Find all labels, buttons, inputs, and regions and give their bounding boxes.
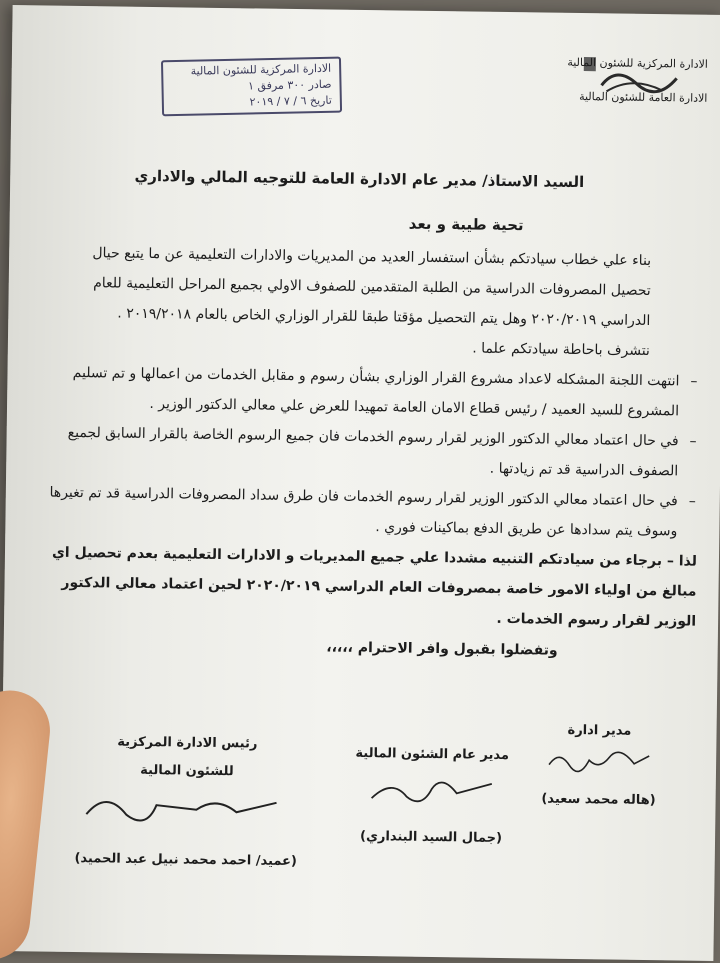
bullet-payment-method: – في حال اعتماد معالي الدكتور الوزير لقرار رسوم الخدمات فان طرق سداد المصروفات الدراسية قد تم تغيرها وسوف يتم سدادها عن طريق الدفع بماكينات فوري . bbox=[47, 478, 698, 547]
signature-title: مدير ادارة bbox=[567, 722, 632, 739]
signature-title: مدير عام الشئون المالية bbox=[355, 745, 510, 764]
bullet-fees-increase: – في حال اعتماد معالي الدكتور الوزير لقرار رسوم الخدمات فان جميع الرسوم الخاصة بالقرار السابق لجميع الصفوف الدراسية قد تم زيادتها . bbox=[48, 418, 699, 487]
paragraph-notice: نتشرف باحاطة سيادتكم علما . bbox=[472, 340, 650, 359]
signature-name: (عميد/ احمد محمد نبيل عبد الحميد) bbox=[74, 851, 298, 870]
signature-block-middle bbox=[331, 740, 533, 854]
document-page bbox=[0, 5, 720, 961]
conclusion: لذا – برجاء من سيادتكم التنبيه مشددا علي جميع المديريات و الادارات التعليمية بعدم تحصيل اي مبالغ من اولياء الامور خاصة بمصروفات العام الدراسي ٢٠٢٠/٢٠١٩ لحين اعتماد معالي الدكتور الوزير لقرار رسوم الخدمات . bbox=[51, 544, 698, 630]
handwritten-signature bbox=[544, 745, 654, 777]
stamp-line-1: الادارة المركزية للشئون المالية bbox=[190, 61, 332, 78]
bullet-committee: – انتهت اللجنة المشكله لاعداد مشروع القرار الوزاري بشأن رسوم و مقابل الخدمات من اعمالها و تم تسليم المشروع للسيد العميد / رئيس قطاع الامان العامة تمهيدا للعرض علي معالي الدكتور الوزير . bbox=[49, 358, 700, 427]
letter-body bbox=[46, 238, 701, 637]
issuing-organization bbox=[547, 53, 708, 109]
outgoing-stamp bbox=[161, 57, 342, 117]
addressee: السيد الاستاذ/ مدير عام الادارة العامة للتوجيه المالي والاداري bbox=[134, 166, 585, 192]
signature-name: (هاله محمد سعيد) bbox=[541, 791, 656, 809]
greeting: تحية طيبة و بعد bbox=[408, 214, 524, 235]
handwritten-signature bbox=[361, 768, 502, 814]
signature-block-left bbox=[61, 728, 313, 876]
closing: وتفضلوا بقبول وافر الاحترام ،،،،، bbox=[326, 639, 558, 659]
signature-title-2: للشئون المالية bbox=[140, 762, 234, 780]
org-line-2: الادارة العامة للشئون المالية bbox=[579, 89, 708, 105]
handwritten-signature bbox=[76, 784, 297, 837]
signature-name: (جمال السيد البنداري) bbox=[360, 828, 503, 846]
signature-block-right bbox=[541, 717, 657, 816]
org-line-1: الادارة المركزية للشئون المالية bbox=[567, 55, 708, 71]
paragraph-intro: بناء علي خطاب سيادتكم بشأن استفسار العديد من المديريات والادارات التعليمية عن ما يتبع حيال تحصيل المصروفات الدراسية من الطلبة المتقدمين للصفوف الاولي بجميع المراحل التعليمية للعام الدراسي ٢٠٢٠/٢٠١٩ وهل يتم التحصيل مؤقتا طبقا للقرار الوزاري الخاص بالعام ٢٠١٩/٢٠١٨ . bbox=[92, 245, 652, 329]
signature-title-1: رئيس الادارة المركزية bbox=[117, 734, 258, 752]
stamp-line-3: تاريخ ٦ / ٧ / ٢٠١٩ bbox=[249, 93, 332, 109]
stamp-line-2: صادر ٣٠٠ مرفق ١ bbox=[247, 77, 332, 93]
